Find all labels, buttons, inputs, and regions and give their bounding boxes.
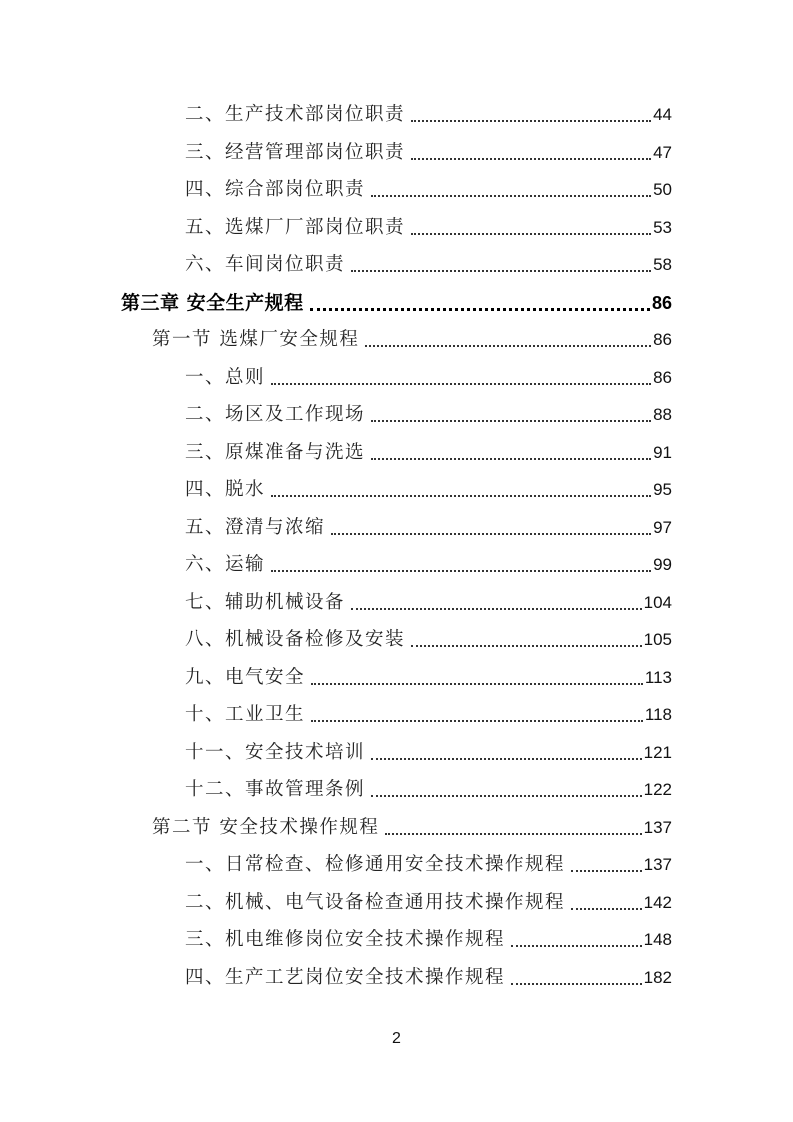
toc-entry[interactable]	[185, 775, 672, 805]
toc-chapter-entry[interactable]	[121, 288, 672, 318]
toc-entry-title: 第一节 选煤厂安全规程	[152, 329, 360, 350]
toc-entry[interactable]	[185, 625, 672, 655]
toc-entry-title: 八、机械设备检修及安装	[185, 629, 406, 650]
toc-dot-leader	[371, 775, 642, 805]
toc-entry-page: 99	[653, 555, 672, 574]
toc-entry-title: 四、生产工艺岗位安全技术操作规程	[185, 966, 506, 988]
toc-entry-page: 182	[643, 967, 672, 987]
toc-dot-leader	[310, 288, 650, 318]
toc-dot-leader	[371, 400, 651, 430]
toc-entry-page: 97	[653, 517, 672, 537]
toc-entry-title: 六、运输	[185, 554, 266, 575]
toc-entry-page: 142	[643, 892, 672, 912]
toc-dot-leader	[511, 963, 642, 993]
toc-entry-page: 91	[653, 442, 672, 462]
toc-entry-title: 一、日常检查、检修通用安全技术操作规程	[185, 854, 566, 875]
toc-dot-leader	[411, 625, 642, 655]
toc-entry-page: 95	[653, 480, 672, 499]
toc-entry-page: 148	[643, 930, 672, 949]
toc-entry-page: 118	[644, 705, 672, 724]
toc-entry-page: 53	[653, 217, 672, 237]
toc-entry[interactable]	[185, 663, 672, 693]
toc-dot-leader	[271, 475, 651, 505]
toc-entry-page: 86	[651, 292, 672, 313]
toc-entry[interactable]	[185, 700, 672, 730]
toc-entry[interactable]	[185, 738, 672, 768]
toc-dot-leader	[411, 213, 651, 243]
toc-entry-title: 二、机械、电气设备检查通用技术操作规程	[185, 891, 566, 913]
toc-entry[interactable]	[185, 588, 672, 618]
toc-entry-page: 137	[643, 817, 672, 837]
toc-entry-title: 二、场区及工作现场	[185, 404, 366, 425]
toc-entry-page: 104	[643, 592, 672, 612]
toc-dot-leader	[411, 138, 651, 168]
toc-entry-title: 十一、安全技术培训	[185, 741, 366, 763]
toc-entry[interactable]	[185, 400, 672, 430]
toc-entry-title: 三、经营管理部岗位职责	[185, 141, 406, 163]
toc-entry-title: 六、车间岗位职责	[185, 254, 346, 275]
toc-entry-page: 50	[653, 180, 672, 199]
toc-entry[interactable]	[185, 475, 672, 505]
toc-entry[interactable]	[185, 550, 672, 580]
toc-dot-leader	[511, 925, 642, 955]
toc-entry-title: 五、选煤厂厂部岗位职责	[185, 216, 406, 238]
toc-entry[interactable]	[185, 363, 672, 393]
toc-entry-title: 四、综合部岗位职责	[185, 179, 366, 200]
toc-dot-leader	[371, 738, 642, 768]
toc-entry[interactable]	[185, 175, 672, 205]
toc-entry-title: 二、生产技术部岗位职责	[185, 104, 406, 125]
toc-dot-leader	[371, 438, 651, 468]
toc-entry[interactable]	[185, 513, 672, 543]
toc-entry-page: 121	[643, 742, 672, 762]
toc-entry[interactable]	[185, 213, 672, 243]
toc-dot-leader	[411, 100, 651, 130]
toc-entry[interactable]	[185, 925, 672, 955]
toc-dot-leader	[351, 588, 642, 618]
toc-entry-page: 58	[653, 255, 672, 274]
toc-entry-title: 十二、事故管理条例	[185, 779, 366, 800]
toc-entry[interactable]	[185, 100, 672, 130]
toc-entry-page: 105	[643, 630, 672, 649]
toc-entry-title: 九、电气安全	[185, 666, 306, 688]
toc-entry-title: 三、机电维修岗位安全技术操作规程	[185, 929, 506, 950]
toc-entry-page: 47	[653, 142, 672, 162]
toc-dot-leader	[371, 175, 651, 205]
toc-entry-page: 122	[643, 780, 672, 799]
toc-dot-leader	[271, 363, 651, 393]
toc-dot-leader	[311, 663, 643, 693]
toc-entry-title: 五、澄清与浓缩	[185, 516, 326, 538]
toc-dot-leader	[311, 700, 643, 730]
toc-entry-page: 137	[643, 855, 672, 874]
toc-entry[interactable]	[185, 888, 672, 918]
toc-section-entry[interactable]	[152, 813, 672, 843]
toc-entry-title: 三、原煤准备与洗选	[185, 441, 366, 463]
toc-entry[interactable]	[185, 438, 672, 468]
toc-dot-leader	[271, 550, 651, 580]
toc-entry[interactable]	[185, 963, 672, 993]
toc-dot-leader	[571, 888, 642, 918]
toc-entry-page: 86	[653, 330, 672, 349]
toc-entry-page: 113	[644, 667, 672, 687]
toc-entry[interactable]	[185, 138, 672, 168]
toc-entry-page: 86	[653, 367, 672, 387]
toc-dot-leader	[365, 325, 651, 355]
toc-dot-leader	[571, 850, 642, 880]
page-number: 2	[392, 1030, 401, 1047]
toc-dot-leader	[331, 513, 651, 543]
toc-entry-page: 88	[653, 405, 672, 424]
toc-entry-title: 四、脱水	[185, 479, 266, 500]
toc-entry-title: 七、辅助机械设备	[185, 591, 346, 613]
toc-entry-title: 第三章 安全生产规程	[121, 291, 304, 314]
toc-entry-page: 44	[653, 105, 672, 124]
toc-dot-leader	[385, 813, 641, 843]
toc-entry-title: 十、工业卫生	[185, 704, 306, 725]
toc-entry[interactable]	[185, 850, 672, 880]
toc-entry-title: 一、总则	[185, 366, 266, 388]
toc-dot-leader	[351, 250, 651, 280]
toc-entry[interactable]	[185, 250, 672, 280]
toc-section-entry[interactable]	[152, 325, 672, 355]
toc-entry-title: 第二节 安全技术操作规程	[152, 816, 380, 838]
